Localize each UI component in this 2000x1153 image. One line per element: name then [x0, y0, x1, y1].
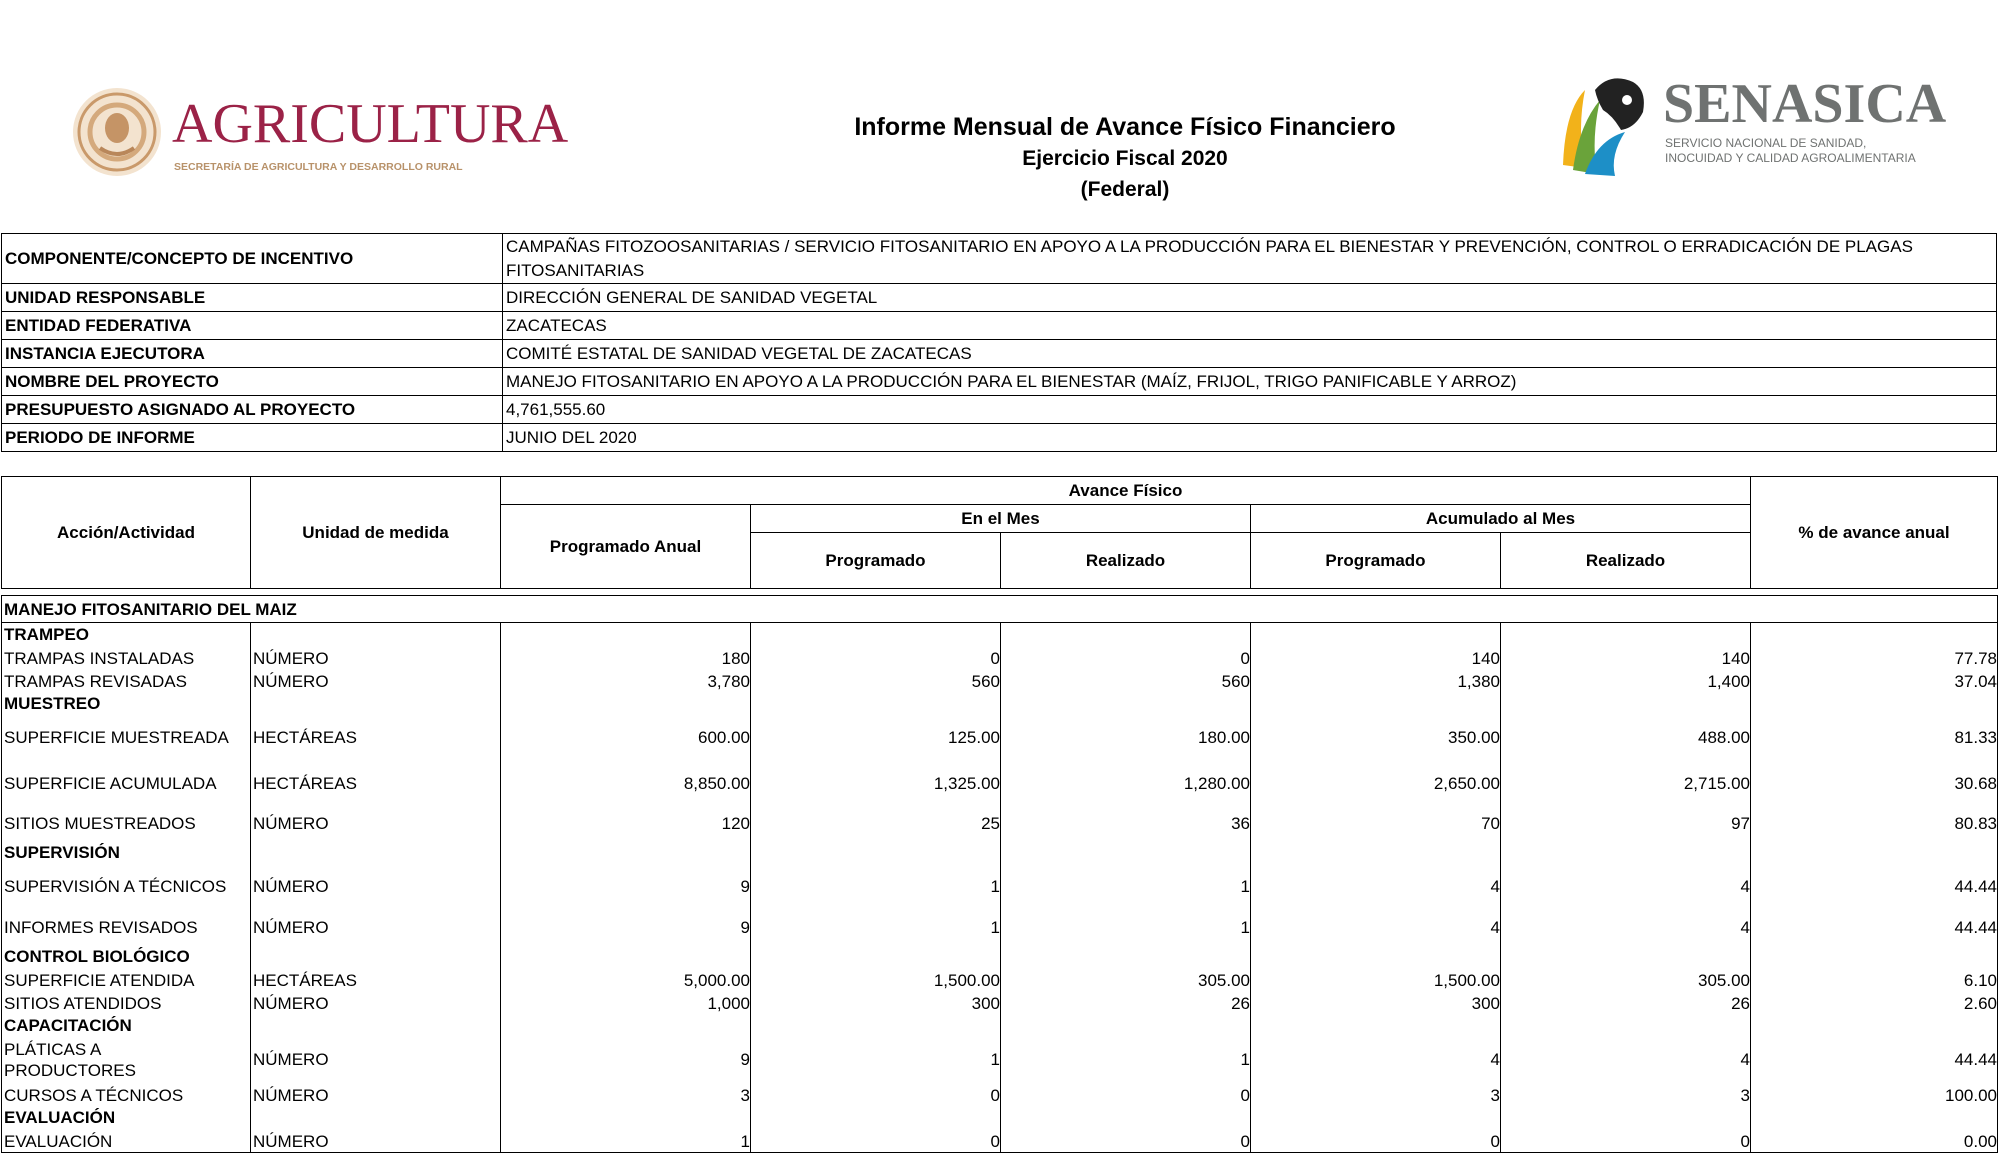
unit-label: NÚMERO — [251, 807, 501, 841]
empty-cell — [501, 692, 751, 715]
value-pct: 30.68 — [1751, 761, 1998, 807]
info-label: INSTANCIA EJECUTORA — [2, 340, 503, 368]
unit-label: NÚMERO — [251, 910, 501, 945]
table-row — [2, 991, 1998, 1014]
empty-cell — [751, 841, 1001, 864]
info-row — [2, 234, 1997, 284]
value-mes-prog: 1,500.00 — [751, 968, 1001, 991]
value-acum-prog: 2,650.00 — [1251, 761, 1501, 807]
empty-cell — [751, 945, 1001, 968]
empty-cell — [251, 692, 501, 715]
value-mes-prog: 560 — [751, 669, 1001, 692]
unit-label: NÚMERO — [251, 864, 501, 910]
value-acum-prog: 300 — [1251, 991, 1501, 1014]
subsection-row — [2, 1014, 1998, 1037]
value-acum-prog: 0 — [1251, 1129, 1501, 1153]
subsection-row — [2, 945, 1998, 968]
agricultura-wordmark: AGRICULTURA — [172, 93, 569, 155]
value-pct: 6.10 — [1751, 968, 1998, 991]
value-mes-real: 305.00 — [1001, 968, 1251, 991]
activity-label: CURSOS A TÉCNICOS — [2, 1083, 251, 1106]
value-acum-prog: 4 — [1251, 1037, 1501, 1083]
report-scope: (Federal) — [1080, 178, 1170, 201]
empty-cell — [251, 1106, 501, 1129]
empty-cell — [251, 945, 501, 968]
value-pct: 2.60 — [1751, 991, 1998, 1014]
activity-label: SUPERFICIE ATENDIDA — [2, 968, 251, 991]
unit-label: NÚMERO — [251, 669, 501, 692]
value-prog-anual: 600.00 — [501, 715, 751, 761]
spacer-cell — [2, 589, 1998, 596]
report-fiscal-year: Ejercicio Fiscal 2020 — [1022, 147, 1228, 170]
value-mes-real: 26 — [1001, 991, 1251, 1014]
empty-cell — [1501, 623, 1751, 646]
header-programado-anual: Programado Anual — [501, 505, 751, 589]
empty-cell — [1501, 1106, 1751, 1129]
unit-label: NÚMERO — [251, 1037, 501, 1083]
section-title: MANEJO FITOSANITARIO DEL MAIZ — [2, 596, 1998, 623]
agricultura-tagline: SECRETARÍA DE AGRICULTURA Y DESARROLLO RURAL — [174, 161, 463, 173]
activity-label: PLÁTICAS A PRODUCTORES — [2, 1037, 251, 1083]
empty-cell — [751, 1014, 1001, 1037]
value-acum-prog: 70 — [1251, 807, 1501, 841]
empty-cell — [751, 1106, 1001, 1129]
header-en-el-mes: En el Mes — [751, 505, 1251, 533]
value-acum-real: 97 — [1501, 807, 1751, 841]
value-acum-real: 1,400 — [1501, 669, 1751, 692]
activity-label: SUPERVISIÓN A TÉCNICOS — [2, 864, 251, 910]
value-acum-prog: 4 — [1251, 864, 1501, 910]
header-porcentaje: % de avance anual — [1751, 477, 1998, 589]
value-mes-real: 1 — [1001, 1037, 1251, 1083]
value-pct: 81.33 — [1751, 715, 1998, 761]
empty-cell — [1251, 623, 1501, 646]
table-row — [2, 1129, 1998, 1153]
table-row — [2, 1037, 1998, 1083]
subsection-row — [2, 841, 1998, 864]
header-avance-fisico: Avance Físico — [501, 477, 1751, 505]
subsection-row — [2, 1106, 1998, 1129]
value-pct: 44.44 — [1751, 1037, 1998, 1083]
empty-cell — [501, 841, 751, 864]
empty-cell — [1001, 623, 1251, 646]
value-acum-prog: 3 — [1251, 1083, 1501, 1106]
subsection-row — [2, 692, 1998, 715]
value-mes-prog: 0 — [751, 1083, 1001, 1106]
subsection-title: TRAMPEO — [2, 623, 251, 646]
value-mes-real: 560 — [1001, 669, 1251, 692]
activity-label: SUPERFICIE MUESTREADA — [2, 715, 251, 761]
info-label: ENTIDAD FEDERATIVA — [2, 312, 503, 340]
empty-cell — [501, 1106, 751, 1129]
empty-cell — [1251, 945, 1501, 968]
info-value: 4,761,555.60 — [503, 396, 1997, 424]
table-row — [2, 1083, 1998, 1106]
empty-cell — [751, 692, 1001, 715]
header-acum-programado: Programado — [1251, 533, 1501, 589]
value-pct: 37.04 — [1751, 669, 1998, 692]
activity-label: INFORMES REVISADOS — [2, 910, 251, 945]
report-title-block — [560, 112, 1690, 205]
value-acum-prog: 1,380 — [1251, 669, 1501, 692]
value-mes-prog: 1 — [751, 910, 1001, 945]
value-prog-anual: 8,850.00 — [501, 761, 751, 807]
value-acum-real: 26 — [1501, 991, 1751, 1014]
info-label: NOMBRE DEL PROYECTO — [2, 368, 503, 396]
empty-cell — [1751, 945, 1998, 968]
value-mes-real: 1 — [1001, 864, 1251, 910]
unit-label: NÚMERO — [251, 1083, 501, 1106]
value-mes-real: 0 — [1001, 646, 1251, 669]
value-prog-anual: 3,780 — [501, 669, 751, 692]
empty-cell — [251, 623, 501, 646]
empty-cell — [501, 945, 751, 968]
info-value: DIRECCIÓN GENERAL DE SANIDAD VEGETAL — [503, 284, 1997, 312]
activity-label: SITIOS MUESTREADOS — [2, 807, 251, 841]
unit-label: HECTÁREAS — [251, 715, 501, 761]
subsection-title: EVALUACIÓN — [2, 1106, 251, 1129]
value-mes-real: 0 — [1001, 1083, 1251, 1106]
value-acum-real: 488.00 — [1501, 715, 1751, 761]
senasica-tagline-1: SERVICIO NACIONAL DE SANIDAD, — [1665, 136, 1867, 150]
subsection-title: CONTROL BIOLÓGICO — [2, 945, 251, 968]
empty-cell — [1751, 841, 1998, 864]
value-mes-real: 0 — [1001, 1129, 1251, 1153]
value-prog-anual: 9 — [501, 1037, 751, 1083]
value-acum-real: 2,715.00 — [1501, 761, 1751, 807]
section-row — [2, 596, 1998, 623]
info-row — [2, 340, 1997, 368]
header-acumulado: Acumulado al Mes — [1251, 505, 1751, 533]
info-value: MANEJO FITOSANITARIO EN APOYO A LA PRODUCCIÓN PARA EL BIENESTAR (MAÍZ, FRIJOL, TRIGO PANIFICABLE Y ARROZ) — [503, 368, 1997, 396]
value-prog-anual: 1,000 — [501, 991, 751, 1014]
value-pct: 0.00 — [1751, 1129, 1998, 1153]
value-mes-prog: 1,325.00 — [751, 761, 1001, 807]
senasica-tagline-2: INOCUIDAD Y CALIDAD AGROALIMENTARIA — [1665, 151, 1916, 165]
header-mes-programado: Programado — [751, 533, 1001, 589]
header-acum-realizado: Realizado — [1501, 533, 1751, 589]
empty-cell — [751, 623, 1001, 646]
empty-cell — [501, 1014, 751, 1037]
subsection-row — [2, 623, 1998, 646]
table-row — [2, 968, 1998, 991]
value-acum-real: 305.00 — [1501, 968, 1751, 991]
unit-label: NÚMERO — [251, 646, 501, 669]
value-prog-anual: 5,000.00 — [501, 968, 751, 991]
empty-cell — [1001, 945, 1251, 968]
value-pct: 80.83 — [1751, 807, 1998, 841]
empty-cell — [251, 1014, 501, 1037]
value-mes-prog: 0 — [751, 1129, 1001, 1153]
value-pct: 44.44 — [1751, 864, 1998, 910]
value-pct: 100.00 — [1751, 1083, 1998, 1106]
empty-cell — [1501, 841, 1751, 864]
value-acum-real: 4 — [1501, 1037, 1751, 1083]
empty-cell — [1751, 1014, 1998, 1037]
info-label: PERIODO DE INFORME — [2, 424, 503, 452]
info-value: CAMPAÑAS FITOZOOSANITARIAS / SERVICIO FITOSANITARIO EN APOYO A LA PRODUCCIÓN PARA EL BIENESTAR Y PREVENCIÓN, CONTROL O ERRADICACIÓN DE PLAGAS FITOSANITARIAS — [503, 234, 1997, 284]
table-row — [2, 669, 1998, 692]
table-row — [2, 761, 1998, 807]
table-row — [2, 715, 1998, 761]
info-value: JUNIO DEL 2020 — [503, 424, 1997, 452]
empty-cell — [1501, 692, 1751, 715]
value-acum-prog: 4 — [1251, 910, 1501, 945]
info-label: PRESUPUESTO ASIGNADO AL PROYECTO — [2, 396, 503, 424]
header-unidad: Unidad de medida — [251, 477, 501, 589]
activity-label: TRAMPAS INSTALADAS — [2, 646, 251, 669]
header-accion: Acción/Actividad — [2, 477, 251, 589]
info-label: COMPONENTE/CONCEPTO DE INCENTIVO — [2, 234, 503, 284]
empty-cell — [1751, 623, 1998, 646]
empty-cell — [1001, 1106, 1251, 1129]
report-title: Informe Mensual de Avance Físico Financiero — [854, 113, 1396, 141]
header-spacer — [2, 589, 1998, 596]
info-row — [2, 312, 1997, 340]
value-mes-real: 1,280.00 — [1001, 761, 1251, 807]
empty-cell — [501, 623, 751, 646]
value-mes-prog: 1 — [751, 864, 1001, 910]
subsection-title: CAPACITACIÓN — [2, 1014, 251, 1037]
empty-cell — [1751, 692, 1998, 715]
empty-cell — [1001, 1014, 1251, 1037]
table-row — [2, 807, 1998, 841]
value-prog-anual: 180 — [501, 646, 751, 669]
info-value: COMITÉ ESTATAL DE SANIDAD VEGETAL DE ZACATECAS — [503, 340, 1997, 368]
unit-label: NÚMERO — [251, 1129, 501, 1153]
value-acum-prog: 1,500.00 — [1251, 968, 1501, 991]
agricultura-logo — [72, 82, 569, 182]
value-acum-real: 4 — [1501, 910, 1751, 945]
value-prog-anual: 9 — [501, 864, 751, 910]
physical-progress-table — [1, 476, 1998, 1153]
info-row — [2, 396, 1997, 424]
value-prog-anual: 3 — [501, 1083, 751, 1106]
activity-label: TRAMPAS REVISADAS — [2, 669, 251, 692]
table-row — [2, 864, 1998, 910]
value-mes-prog: 300 — [751, 991, 1001, 1014]
value-mes-prog: 0 — [751, 646, 1001, 669]
empty-cell — [1501, 945, 1751, 968]
value-prog-anual: 1 — [501, 1129, 751, 1153]
value-prog-anual: 120 — [501, 807, 751, 841]
header-mes-realizado: Realizado — [1001, 533, 1251, 589]
value-acum-real: 4 — [1501, 864, 1751, 910]
value-acum-real: 3 — [1501, 1083, 1751, 1106]
value-acum-prog: 140 — [1251, 646, 1501, 669]
empty-cell — [1001, 841, 1251, 864]
value-mes-real: 36 — [1001, 807, 1251, 841]
empty-cell — [1251, 841, 1501, 864]
value-mes-prog: 1 — [751, 1037, 1001, 1083]
value-mes-prog: 25 — [751, 807, 1001, 841]
table-row — [2, 646, 1998, 669]
project-info-table — [1, 233, 1997, 452]
empty-cell — [251, 841, 501, 864]
value-prog-anual: 9 — [501, 910, 751, 945]
senasica-wordmark: SENASICA — [1663, 73, 1947, 135]
activity-label: SITIOS ATENDIDOS — [2, 991, 251, 1014]
subsection-title: MUESTREO — [2, 692, 251, 715]
value-pct: 44.44 — [1751, 910, 1998, 945]
table-row — [2, 910, 1998, 945]
info-label: UNIDAD RESPONSABLE — [2, 284, 503, 312]
activity-label: SUPERFICIE ACUMULADA — [2, 761, 251, 807]
empty-cell — [1251, 1014, 1501, 1037]
value-acum-real: 0 — [1501, 1129, 1751, 1153]
empty-cell — [1751, 1106, 1998, 1129]
unit-label: HECTÁREAS — [251, 968, 501, 991]
value-mes-real: 1 — [1001, 910, 1251, 945]
activity-label: EVALUACIÓN — [2, 1129, 251, 1153]
value-mes-prog: 125.00 — [751, 715, 1001, 761]
info-row — [2, 368, 1997, 396]
empty-cell — [1501, 1014, 1751, 1037]
unit-label: NÚMERO — [251, 991, 501, 1014]
subsection-title: SUPERVISIÓN — [2, 841, 251, 864]
info-row — [2, 284, 1997, 312]
info-value: ZACATECAS — [503, 312, 1997, 340]
empty-cell — [1251, 1106, 1501, 1129]
mexican-coat-of-arms-icon — [73, 88, 161, 176]
value-mes-real: 180.00 — [1001, 715, 1251, 761]
empty-cell — [1001, 692, 1251, 715]
unit-label: HECTÁREAS — [251, 761, 501, 807]
value-acum-prog: 350.00 — [1251, 715, 1501, 761]
empty-cell — [1251, 692, 1501, 715]
info-row — [2, 424, 1997, 452]
value-acum-real: 140 — [1501, 646, 1751, 669]
value-pct: 77.78 — [1751, 646, 1998, 669]
